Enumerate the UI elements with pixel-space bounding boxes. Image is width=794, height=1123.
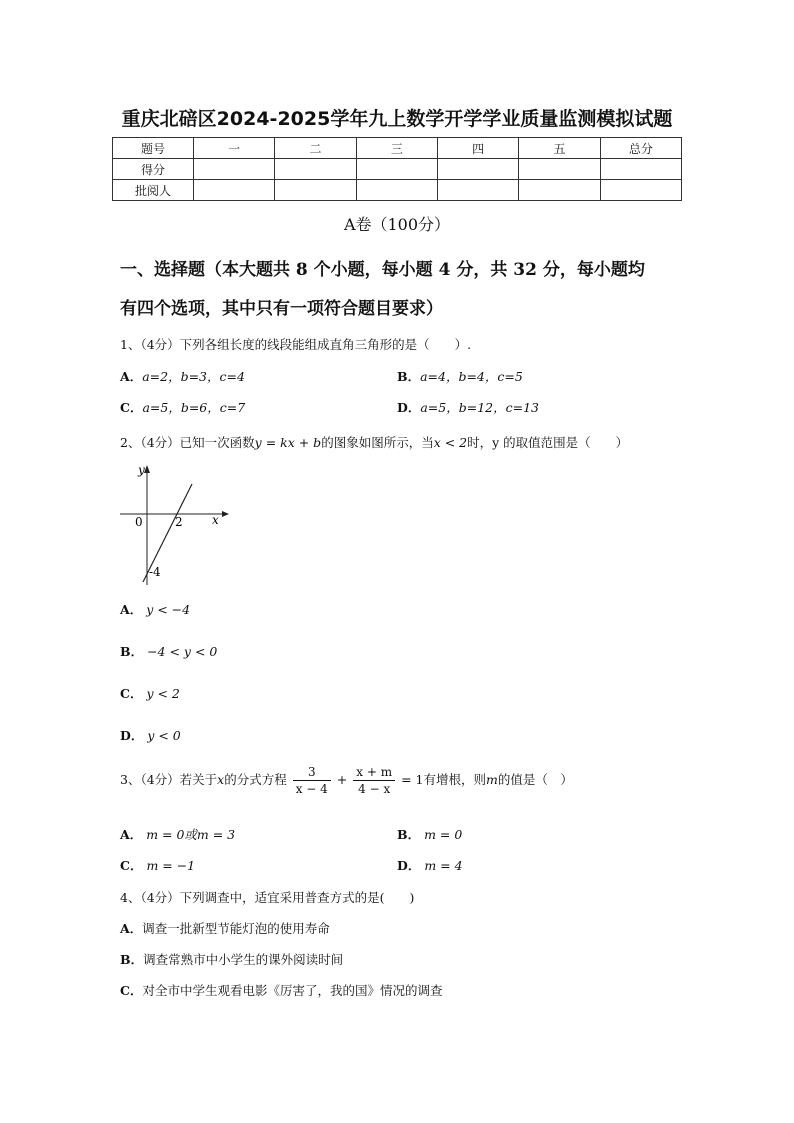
option-letter: C． <box>120 983 143 998</box>
denominator: 4 − x <box>358 782 391 796</box>
q3-option-b[interactable] <box>397 825 462 843</box>
q1-option-a[interactable] <box>120 367 245 385</box>
option-letter: C． <box>120 858 143 873</box>
numerator: 3 <box>293 764 331 781</box>
option-letter: D． <box>397 400 421 415</box>
grader-cell[interactable] <box>600 180 681 201</box>
option-letter: A． <box>120 602 143 617</box>
variable-x: x <box>217 772 225 787</box>
q4-option-b[interactable] <box>120 950 343 968</box>
option-text: y < −4 <box>146 602 191 617</box>
q3-option-a[interactable] <box>120 825 235 843</box>
option-letter: A． <box>120 827 143 842</box>
section-heading-line2: 有四个选项，其中只有一项符合题目要求） <box>120 299 443 319</box>
q2-option-a[interactable] <box>120 600 190 618</box>
stem-text: 2、（4分）已知一次函数 <box>120 435 255 450</box>
option-letter: A． <box>120 369 143 384</box>
x-intercept-label: 2 <box>175 515 183 529</box>
option-letter: C． <box>120 400 143 415</box>
page-title: 重庆北碚区2024-2025学年九上数学开学学业质量监测模拟试题 <box>121 108 673 130</box>
linear-function-graph <box>112 460 232 590</box>
table-header-cell: 二 <box>275 138 356 159</box>
grader-cell[interactable] <box>519 180 600 201</box>
q2-option-d[interactable] <box>120 726 181 744</box>
option-text: m = 4 <box>424 858 463 873</box>
option-letter: D． <box>120 728 144 743</box>
grader-cell[interactable] <box>275 180 356 201</box>
condition-expression: x < 2 <box>433 435 468 450</box>
q1-option-b[interactable] <box>397 367 523 385</box>
table-row <box>113 138 682 159</box>
table-header-cell: 一 <box>194 138 275 159</box>
option-text: m = −1 <box>146 858 196 873</box>
q1-option-d[interactable] <box>397 398 539 416</box>
table-header-cell: 题号 <box>113 138 194 159</box>
stem-text: 3、（4分）若关于 <box>120 772 218 787</box>
option-text: m = 0或m = 3 <box>146 827 236 842</box>
grader-cell[interactable] <box>194 180 275 201</box>
score-cell[interactable] <box>194 159 275 180</box>
score-cell[interactable] <box>519 159 600 180</box>
fraction-2 <box>353 764 395 797</box>
section-heading-line1: 一、选择题（本大题共 8 个小题，每小题 4 分，共 32 分，每小题均 <box>120 260 645 280</box>
question-4-stem: 4、（4分）下列调查中，适宜采用普查方式的是( ) <box>120 890 415 905</box>
score-table <box>112 137 682 201</box>
origin-label: 0 <box>135 515 143 529</box>
stem-text: 有增根，则 <box>423 772 487 787</box>
stem-text: 的值是（ ） <box>497 772 573 787</box>
q2-option-b[interactable] <box>120 642 217 660</box>
table-header-cell: 五 <box>519 138 600 159</box>
option-text: a=5，b=12，c=13 <box>420 400 539 415</box>
option-letter: B． <box>120 952 144 967</box>
option-text: 调查常熟市中小学生的课外阅读时间 <box>143 952 344 967</box>
equals-one: = 1 <box>401 772 424 787</box>
option-letter: B． <box>397 369 421 384</box>
option-letter: C． <box>120 686 143 701</box>
table-header-cell: 四 <box>437 138 518 159</box>
function-expression: y = kx + b <box>254 435 322 450</box>
option-text: 对全市中学生观看电影《厉害了，我的国》情况的调查 <box>142 983 443 998</box>
question-2-stem <box>120 433 628 451</box>
table-row <box>113 159 682 180</box>
q1-option-c[interactable] <box>120 398 245 416</box>
option-text: y < 2 <box>146 686 180 701</box>
table-row <box>113 180 682 201</box>
option-text: a=2，b=3，c=4 <box>142 369 245 384</box>
score-cell[interactable] <box>356 159 437 180</box>
option-letter: B． <box>120 644 144 659</box>
table-header-cell: 总分 <box>600 138 681 159</box>
option-text: 调查一批新型节能灯泡的使用寿命 <box>142 921 330 936</box>
q3-option-c[interactable] <box>120 856 195 874</box>
option-text: m = 0 <box>424 827 463 842</box>
grader-cell[interactable] <box>437 180 518 201</box>
q4-option-c[interactable] <box>120 981 442 999</box>
score-cell[interactable] <box>275 159 356 180</box>
grader-cell[interactable] <box>356 180 437 201</box>
option-letter: A． <box>120 921 143 936</box>
q2-option-c[interactable] <box>120 684 180 702</box>
q3-option-d[interactable] <box>397 856 463 874</box>
score-cell[interactable] <box>600 159 681 180</box>
option-text: a=5，b=6，c=7 <box>142 400 246 415</box>
numerator: x + m <box>353 764 395 781</box>
option-text: a=4，b=4，c=5 <box>420 369 523 384</box>
x-axis-label: x <box>212 513 219 527</box>
row-label-grader: 批阅人 <box>113 180 194 201</box>
option-text: −4 < y < 0 <box>147 644 218 659</box>
score-cell[interactable] <box>437 159 518 180</box>
variable-m: m <box>486 772 498 787</box>
stem-text: 时，y 的取值范围是（ ） <box>467 435 629 450</box>
option-text: y < 0 <box>147 728 181 743</box>
y-axis-label: y <box>138 463 145 477</box>
stem-text: 的分式方程 <box>224 772 287 787</box>
plus-sign: + <box>336 772 348 787</box>
q4-option-a[interactable] <box>120 919 330 937</box>
x-axis-arrow <box>222 511 229 517</box>
question-1-stem: 1、（4分）下列各组长度的线段能组成直角三角形的是（ ）. <box>120 337 472 352</box>
y-axis-arrow <box>144 465 150 473</box>
row-label-score: 得分 <box>113 159 194 180</box>
y-intercept-label: -4 <box>149 565 161 579</box>
denominator: x − 4 <box>295 782 328 796</box>
fraction-1 <box>293 764 331 797</box>
question-3-stem <box>120 764 573 797</box>
volume-heading: A卷（100分） <box>343 215 451 234</box>
option-letter: B． <box>397 827 421 842</box>
option-letter: D． <box>397 858 421 873</box>
table-header-cell: 三 <box>356 138 437 159</box>
stem-text: 的图象如图所示，当 <box>321 435 434 450</box>
